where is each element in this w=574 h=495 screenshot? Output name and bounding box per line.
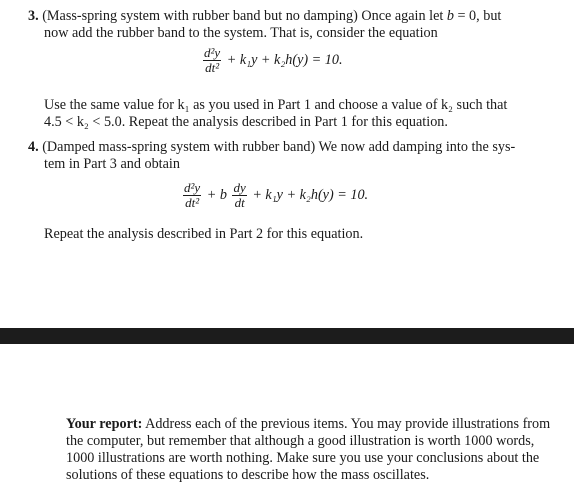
item-4-line-1 <box>28 139 558 156</box>
report-text: Address each of the previous items. You may provide illustrations from the computer, but remember that although a good illustration is worth 1000 words, 1000 illustrations are worth nothing. Make sure you use your conclusions about the solutions of these equations to describe how the mass oscillates. <box>66 416 551 483</box>
report-label: Your report: <box>66 416 143 432</box>
item-4-fraction-2-num: dy <box>233 180 246 195</box>
item-4-fraction-1-den: dt² <box>185 195 200 210</box>
item-3-fraction <box>203 46 221 75</box>
item-3-line-2: now add the rubber band to the system. That is, consider the equation <box>44 25 438 41</box>
item-3-text-a: Use the same value for k₁ as you used in Part 1 and choose a value of k₂ such that <box>44 97 508 113</box>
item-4-fraction-1 <box>183 181 201 210</box>
item-4-closing: Repeat the analysis described in Part 2 for this equation. <box>44 226 364 242</box>
report-paragraph <box>66 416 558 484</box>
item-4-equation-mid: + b <box>206 187 227 203</box>
item-4-fraction-2 <box>232 181 246 210</box>
item-4-line-2: tem in Part 3 and obtain <box>44 156 180 172</box>
item-3-equation-rest: + k₁y + k₂h(y) = 10. <box>226 52 343 68</box>
item-4-line-1-rest: We now add damping into the sys- <box>318 139 516 155</box>
item-3-equation <box>201 46 343 75</box>
item-4-equation-rest: + k₁y + k₂h(y) = 10. <box>252 187 369 203</box>
item-3-text-b: 4.5 < k₂ < 5.0. Repeat the analysis described in Part 1 for this equation. <box>44 114 448 130</box>
item-4-fraction-1-num: d²y <box>184 180 201 195</box>
item-3-intro: Once again let <box>361 8 444 24</box>
item-3-title: (Mass-spring system with rubber band but no damping) <box>42 8 358 24</box>
item-3-fraction-num: d²y <box>204 45 221 60</box>
item-4-number: 4. <box>28 139 39 155</box>
item-4-fraction-2-den: dt <box>234 195 245 210</box>
item-4-title: (Damped mass-spring system with rubber band) <box>42 139 316 155</box>
section-divider <box>0 328 574 344</box>
item-3-intro-var: b <box>446 8 454 24</box>
item-4-equation <box>181 181 368 210</box>
item-3-line-1 <box>28 8 558 25</box>
item-3-number: 3. <box>28 8 39 24</box>
item-3-intro-eq: = 0, but <box>453 8 502 24</box>
item-3-fraction-den: dt² <box>205 60 220 75</box>
